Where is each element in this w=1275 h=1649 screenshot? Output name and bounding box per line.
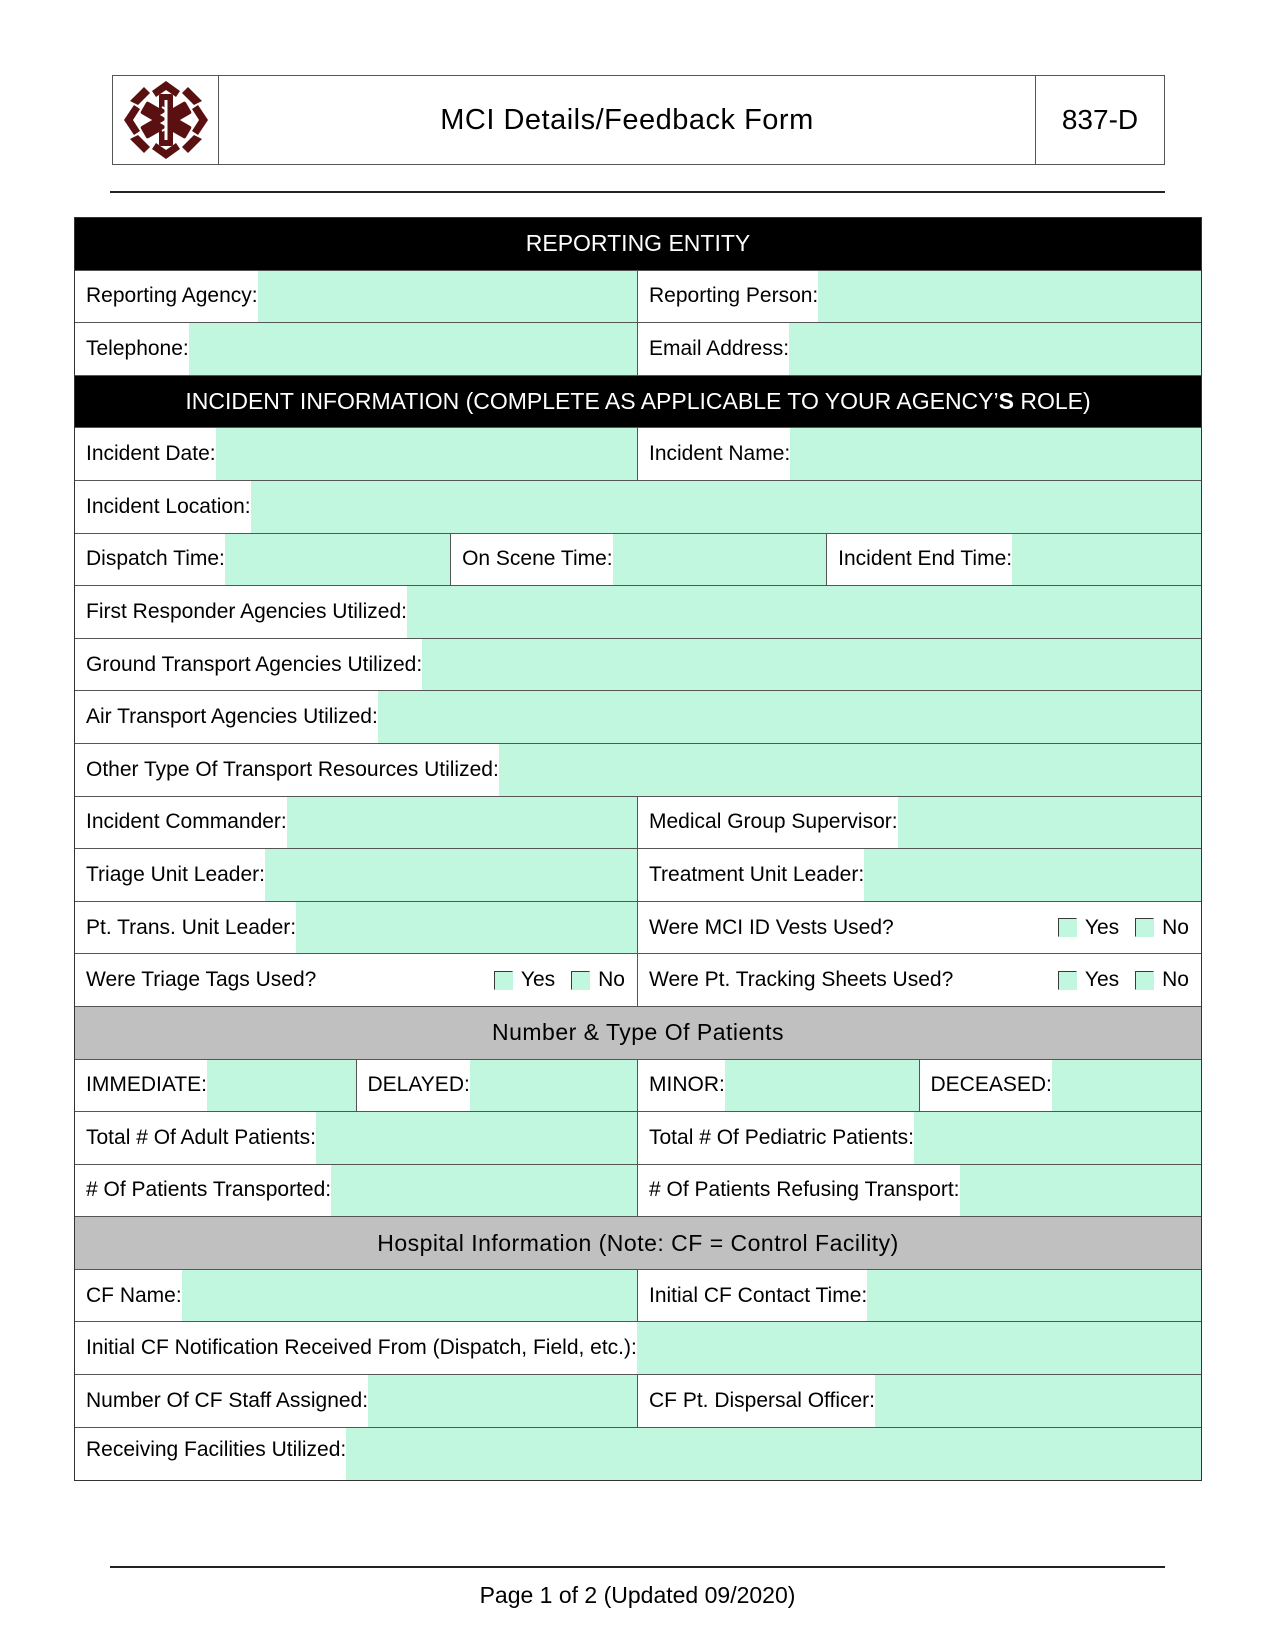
- medical-group-supervisor-field[interactable]: [898, 797, 1201, 849]
- ground-transport-label: Ground Transport Agencies Utilized:: [86, 652, 423, 676]
- mci-vests-cell: [638, 902, 1201, 954]
- telephone-field[interactable]: [189, 323, 637, 375]
- incident-date-cell: [75, 428, 638, 480]
- tracking-sheets-no-checkbox[interactable]: [1135, 971, 1154, 990]
- delayed-label: DELAYED:: [367, 1073, 470, 1097]
- email-field[interactable]: [789, 323, 1201, 375]
- deceased-field[interactable]: [1052, 1060, 1201, 1112]
- mci-vests-yes-option: [1058, 916, 1119, 940]
- reporting-agency-label: Reporting Agency:: [86, 284, 258, 308]
- cf-name-cell: [75, 1270, 638, 1322]
- total-pediatric-label: Total # Of Pediatric Patients:: [649, 1125, 914, 1149]
- transported-cell: [75, 1165, 638, 1217]
- triage-tags-yes-checkbox[interactable]: [494, 971, 513, 990]
- on-scene-time-cell: [451, 534, 827, 586]
- form-row: [75, 639, 1201, 692]
- reporting-agency-cell: [75, 271, 638, 323]
- immediate-label: IMMEDIATE:: [86, 1073, 207, 1097]
- incident-info-heading-prefix: INCIDENT INFORMATION (COMPLETE AS APPLICABLE TO YOUR AGENCY’: [185, 388, 999, 415]
- incident-name-label: Incident Name:: [649, 442, 791, 466]
- transported-field[interactable]: [331, 1165, 637, 1217]
- total-adult-cell: [75, 1112, 638, 1164]
- telephone-cell: [75, 323, 638, 375]
- form-row: [75, 323, 1201, 376]
- other-transport-field[interactable]: [499, 744, 1201, 796]
- incident-info-heading-bold: S: [998, 388, 1014, 415]
- form-row: [75, 1428, 1201, 1481]
- section-incident-information: [75, 376, 1201, 429]
- star-of-life-logo-icon: [120, 79, 212, 161]
- treatment-unit-leader-field[interactable]: [864, 849, 1201, 901]
- triage-tags-no-option: [571, 968, 625, 992]
- initial-cf-contact-cell: [638, 1270, 1201, 1322]
- immediate-field[interactable]: [207, 1060, 356, 1112]
- section-patients: Number & Type Of Patients: [75, 1007, 1201, 1060]
- mci-vests-options: [1042, 902, 1201, 954]
- air-transport-label: Air Transport Agencies Utilized:: [86, 705, 378, 729]
- refusing-label: # Of Patients Refusing Transport:: [649, 1178, 960, 1202]
- page-footer: Page 1 of 2 (Updated 09/2020): [479, 1582, 796, 1608]
- form-row: [75, 586, 1201, 639]
- total-adult-label: Total # Of Adult Patients:: [86, 1125, 316, 1149]
- initial-cf-notification-label: Initial CF Notification Received From (Dispatch, Field, etc.):: [86, 1336, 637, 1360]
- pt-trans-unit-leader-label: Pt. Trans. Unit Leader:: [86, 915, 297, 939]
- cf-name-label: CF Name:: [86, 1283, 182, 1307]
- form-row: [75, 1060, 1201, 1113]
- incident-location-cell: [75, 481, 1201, 533]
- tracking-sheets-options: [1042, 954, 1201, 1006]
- pt-trans-unit-leader-field[interactable]: [296, 902, 637, 954]
- incident-commander-field[interactable]: [287, 797, 637, 849]
- tracking-sheets-yes-option: [1058, 968, 1119, 992]
- receiving-facilities-label: Receiving Facilities Utilized:: [86, 1437, 347, 1461]
- incident-info-heading-suffix: ROLE): [1013, 388, 1091, 415]
- initial-cf-notification-field[interactable]: [637, 1322, 1201, 1374]
- mci-form: [74, 217, 1202, 1481]
- dispatch-time-field[interactable]: [225, 534, 450, 586]
- triage-tags-yes-option: [494, 968, 555, 992]
- yes-label: Yes: [1084, 915, 1120, 939]
- telephone-label: Telephone:: [86, 336, 189, 360]
- form-row: [75, 481, 1201, 534]
- tracking-sheets-label: Were Pt. Tracking Sheets Used?: [649, 968, 954, 992]
- air-transport-field[interactable]: [378, 691, 1201, 743]
- incident-end-time-label: Incident End Time:: [838, 547, 1013, 571]
- tracking-sheets-cell: [638, 954, 1201, 1006]
- triage-tags-no-checkbox[interactable]: [571, 971, 590, 990]
- triage-tags-cell: [75, 954, 638, 1006]
- pt-trans-unit-leader-cell: [75, 902, 638, 954]
- tracking-sheets-yes-checkbox[interactable]: [1058, 971, 1077, 990]
- ground-transport-cell: [75, 639, 1201, 691]
- on-scene-time-field[interactable]: [613, 534, 827, 586]
- section-reporting-entity: REPORTING ENTITY: [75, 218, 1201, 271]
- form-row: [75, 1270, 1201, 1323]
- cf-staff-label: Number Of CF Staff Assigned:: [86, 1388, 369, 1412]
- first-responder-label: First Responder Agencies Utilized:: [86, 599, 407, 623]
- initial-cf-notification-cell: [75, 1322, 1201, 1374]
- yes-label: Yes: [1084, 968, 1120, 992]
- delayed-cell: [357, 1060, 639, 1112]
- reporting-agency-field[interactable]: [258, 271, 637, 323]
- incident-date-label: Incident Date:: [86, 442, 216, 466]
- cf-dispersal-label: CF Pt. Dispersal Officer:: [649, 1388, 875, 1412]
- section-hospital: Hospital Information (Note: CF = Control Facility): [75, 1217, 1201, 1270]
- form-row: [75, 691, 1201, 744]
- mci-vests-no-option: [1135, 916, 1189, 940]
- form-title: MCI Details/Feedback Form: [219, 76, 1036, 164]
- form-row: [75, 428, 1201, 481]
- treatment-unit-leader-label: Treatment Unit Leader:: [649, 862, 865, 886]
- cf-staff-field[interactable]: [368, 1375, 637, 1427]
- mci-vests-label: Were MCI ID Vests Used?: [649, 915, 894, 939]
- footer-divider: [110, 1566, 1165, 1568]
- delayed-field[interactable]: [470, 1060, 637, 1112]
- receiving-facilities-field[interactable]: [346, 1428, 1201, 1481]
- ground-transport-field[interactable]: [422, 639, 1201, 691]
- receiving-facilities-cell: [75, 1428, 1201, 1481]
- medical-group-supervisor-label: Medical Group Supervisor:: [649, 810, 898, 834]
- cf-dispersal-field[interactable]: [875, 1375, 1201, 1427]
- triage-tags-label: Were Triage Tags Used?: [86, 968, 317, 992]
- form-header: [112, 75, 1165, 165]
- total-pediatric-field[interactable]: [914, 1112, 1201, 1164]
- form-row: [75, 1112, 1201, 1165]
- cf-staff-cell: [75, 1375, 638, 1427]
- mci-vests-yes-checkbox[interactable]: [1058, 918, 1077, 937]
- treatment-unit-leader-cell: [638, 849, 1201, 901]
- total-adult-field[interactable]: [316, 1112, 637, 1164]
- incident-end-time-field[interactable]: [1012, 534, 1201, 586]
- air-transport-cell: [75, 691, 1201, 743]
- triage-unit-leader-label: Triage Unit Leader:: [86, 862, 265, 886]
- yes-label: Yes: [520, 968, 556, 992]
- other-transport-cell: [75, 744, 1201, 796]
- deceased-label: DECEASED:: [930, 1073, 1052, 1097]
- immediate-cell: [75, 1060, 357, 1112]
- header-divider: [110, 191, 1165, 193]
- dispatch-time-cell: [75, 534, 451, 586]
- incident-location-label: Incident Location:: [86, 494, 251, 518]
- medical-group-supervisor-cell: [638, 797, 1201, 849]
- no-label: No: [1162, 968, 1189, 992]
- first-responder-field[interactable]: [407, 586, 1201, 638]
- triage-unit-leader-field[interactable]: [265, 849, 637, 901]
- other-transport-label: Other Type Of Transport Resources Utilized:: [86, 757, 499, 781]
- incident-commander-cell: [75, 797, 638, 849]
- deceased-cell: [920, 1060, 1202, 1112]
- form-row: [75, 534, 1201, 587]
- form-row: [75, 902, 1201, 955]
- form-row: [75, 744, 1201, 797]
- form-row: [75, 849, 1201, 902]
- minor-cell: [638, 1060, 920, 1112]
- refusing-field[interactable]: [960, 1165, 1202, 1217]
- transported-label: # Of Patients Transported:: [86, 1178, 332, 1202]
- logo-cell: [113, 76, 219, 164]
- incident-location-field[interactable]: [251, 481, 1201, 533]
- tracking-sheets-no-option: [1135, 968, 1189, 992]
- form-row: [75, 1322, 1201, 1375]
- reporting-person-label: Reporting Person:: [649, 284, 819, 308]
- initial-cf-contact-field[interactable]: [867, 1270, 1201, 1322]
- minor-label: MINOR:: [649, 1073, 725, 1097]
- cf-name-field[interactable]: [182, 1270, 637, 1322]
- cf-dispersal-cell: [638, 1375, 1201, 1427]
- first-responder-cell: [75, 586, 1201, 638]
- refusing-cell: [638, 1165, 1201, 1217]
- form-row: [75, 1375, 1201, 1428]
- incident-commander-label: Incident Commander:: [86, 810, 287, 834]
- no-label: No: [598, 968, 625, 992]
- incident-date-field[interactable]: [216, 428, 637, 480]
- dispatch-time-label: Dispatch Time:: [86, 547, 225, 571]
- mci-vests-no-checkbox[interactable]: [1135, 918, 1154, 937]
- reporting-person-cell: [638, 271, 1201, 323]
- minor-field[interactable]: [725, 1060, 919, 1112]
- form-code: 837-D: [1061, 104, 1139, 135]
- reporting-person-field[interactable]: [818, 271, 1201, 323]
- incident-end-time-cell: [827, 534, 1201, 586]
- incident-name-field[interactable]: [790, 428, 1201, 480]
- form-row: [75, 954, 1201, 1007]
- form-row: [75, 1165, 1201, 1218]
- on-scene-time-label: On Scene Time:: [462, 547, 613, 571]
- triage-tags-options: [478, 954, 637, 1006]
- no-label: No: [1162, 915, 1189, 939]
- email-label: Email Address:: [649, 336, 790, 360]
- form-row: [75, 271, 1201, 324]
- initial-cf-contact-label: Initial CF Contact Time:: [649, 1283, 868, 1307]
- form-row: [75, 797, 1201, 850]
- incident-name-cell: [638, 428, 1201, 480]
- email-cell: [638, 323, 1201, 375]
- triage-unit-leader-cell: [75, 849, 638, 901]
- total-pediatric-cell: [638, 1112, 1201, 1164]
